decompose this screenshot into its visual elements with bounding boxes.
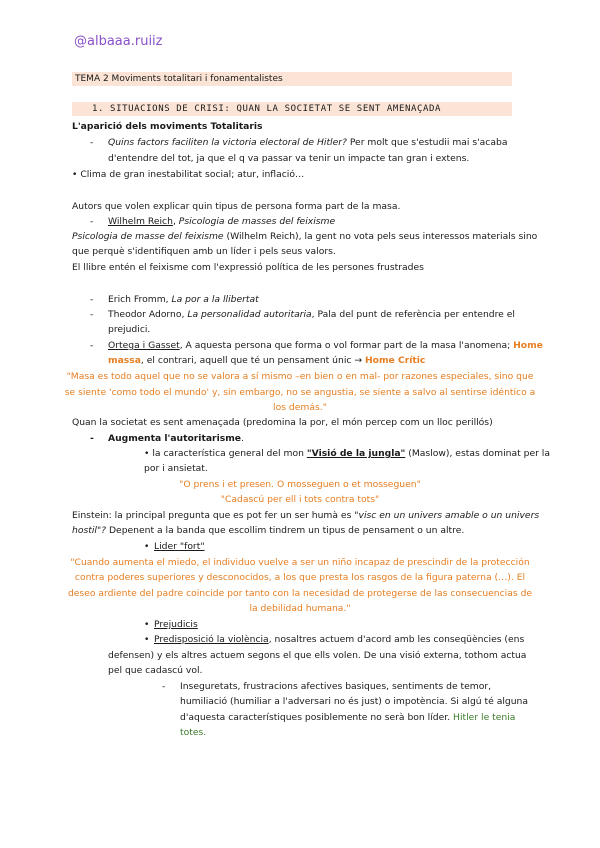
dash-bullet: - [90,309,94,320]
paragraph-line: El llibre entén el feixisme com l'expressió política de les persones frustrades [72,262,424,273]
paragraph-line: • Clima de gran inestabilitat social; atur, inflació… [72,169,305,180]
adorno-item: Theodor Adorno, La personalidad autoritaria, Pala del punt de referència per entendre el [108,309,515,320]
quote-line: deseo ardiente del padre coincide por tanto con la necesidad de protegerse de las consecuencias de [67,588,533,599]
author-handle: @albaaa.ruiiz [74,34,163,49]
paragraph-line: pel que cadascú vol. [108,665,203,676]
quote-line: "Cadascú per ell i tots contra tots" [220,494,380,505]
quote-line: "Cuando aumenta el miedo, el individuo vuelve a ser un niño incapaz de prescindir de la protección [70,557,530,568]
dash-bullet: - [162,681,166,692]
paragraph-line: hostil"? Depenent a la banda que escollim tindrem un tipus de pensament o un altre. [72,525,465,536]
paragraph-line: Quins factors faciliten la victoria electoral de Hitler? Per molt que s'estudii mai s'acaba [108,137,508,148]
paragraph-line: defensen) y els altres actuem segons el que ells volen. De una visió externa, tothom actua [108,650,527,661]
paragraph-line: que perquè s'identifiquen amb un líder i pels seus valors. [72,246,336,257]
subheading: L'aparició dels moviments Totalitaris [72,121,263,132]
paragraph-line: totes. [180,727,207,738]
dash-bullet: - [90,216,94,227]
paragraph-line: d'aquesta característiques posiblemente no serà bon líder. Hitler le tenia [180,712,516,723]
dot-bullet: • [144,619,150,630]
paragraph-line: humiliació (humiliar a l'adversari no és just) o impotència. Si algú té alguna [180,696,528,707]
dash-bullet: - [90,340,94,351]
prejudicis-item: Prejudicis [154,619,198,630]
quote-line: se siente 'como todo el mundo' y, sin embargo, no se angustia, se siente a salvo al sentirse idéntico a [64,387,536,398]
paragraph-line: massa, el contrari, aquell que té un pensament únic → Home Crític [108,355,426,366]
paragraph-line: Autors que volen explicar quin tipus de persona forma part de la masa. [72,201,401,212]
lider-item: Lider "fort" [154,541,205,552]
quote-line: los demás." [273,402,327,413]
ortega-item: Ortega i Gasset, A aquesta persona que forma o vol formar part de la masa l'anomena; Home [108,340,543,351]
dot-bullet: • [144,541,150,552]
paragraph-line: prejudici. [108,324,151,335]
paragraph-line: por i ansietat. [144,463,208,474]
dash-bullet: - [90,137,94,148]
quote-line: "Masa es todo aquel que no se valora a sí mismo –en bien o en mal- por razones especiales, sino que [66,371,534,382]
augmenta-item: Augmenta l'autoritarisme. [108,433,244,444]
dash-bullet: - [90,294,94,305]
paragraph-line: Psicologia de masse del feixisme (Wilhelm Reich), la gent no vota pels seus interessos materials sino [72,231,538,242]
jungla-item: • la característica general del mon "Visió de la jungla" (Maslow), estas dominat per la [144,448,550,459]
violencia-item: Predisposició la violència, nosaltres actuem d'acord amb les conseqüències (ens [154,634,525,645]
reich-item: Wilhelm Reich, Psicologia de masses del feixisme [108,216,336,227]
quote-line: "O prens i et presen. O mosseguen o et mosseguen" [179,479,421,490]
section-title: 1. SITUACIONS DE CRISI: QUAN LA SOCIETAT SE SENT AMENAÇADA [72,102,512,116]
einstein-line: Einstein: la principal pregunta que es pot fer un ser humà es "visc en un univers amable o un univers [72,510,540,521]
quote-line: la debilidad humana." [249,603,351,614]
dot-bullet: • [144,634,150,645]
quote-line: contra poderes superiores y desconocidos, a los que presta los rasgos de la figura paterna (…). El [74,572,526,583]
insegur-item: Inseguretats, frustracions afectives basiques, sentiments de temor, [180,681,492,692]
paragraph-line: Quan la societat es sent amenaçada (predomina la por, el món percep com un lloc perillós) [72,417,493,428]
topic-header: TEMA 2 Moviments totalitari i fonamentalistes [72,72,512,86]
fromm-item: Erich Fromm, La por a la llibertat [108,294,259,305]
dash-bullet: - [90,433,94,444]
paragraph-line: d'entendre del tot, ja que el q va passar va tenir un impacte tan gran i extens. [108,153,470,164]
